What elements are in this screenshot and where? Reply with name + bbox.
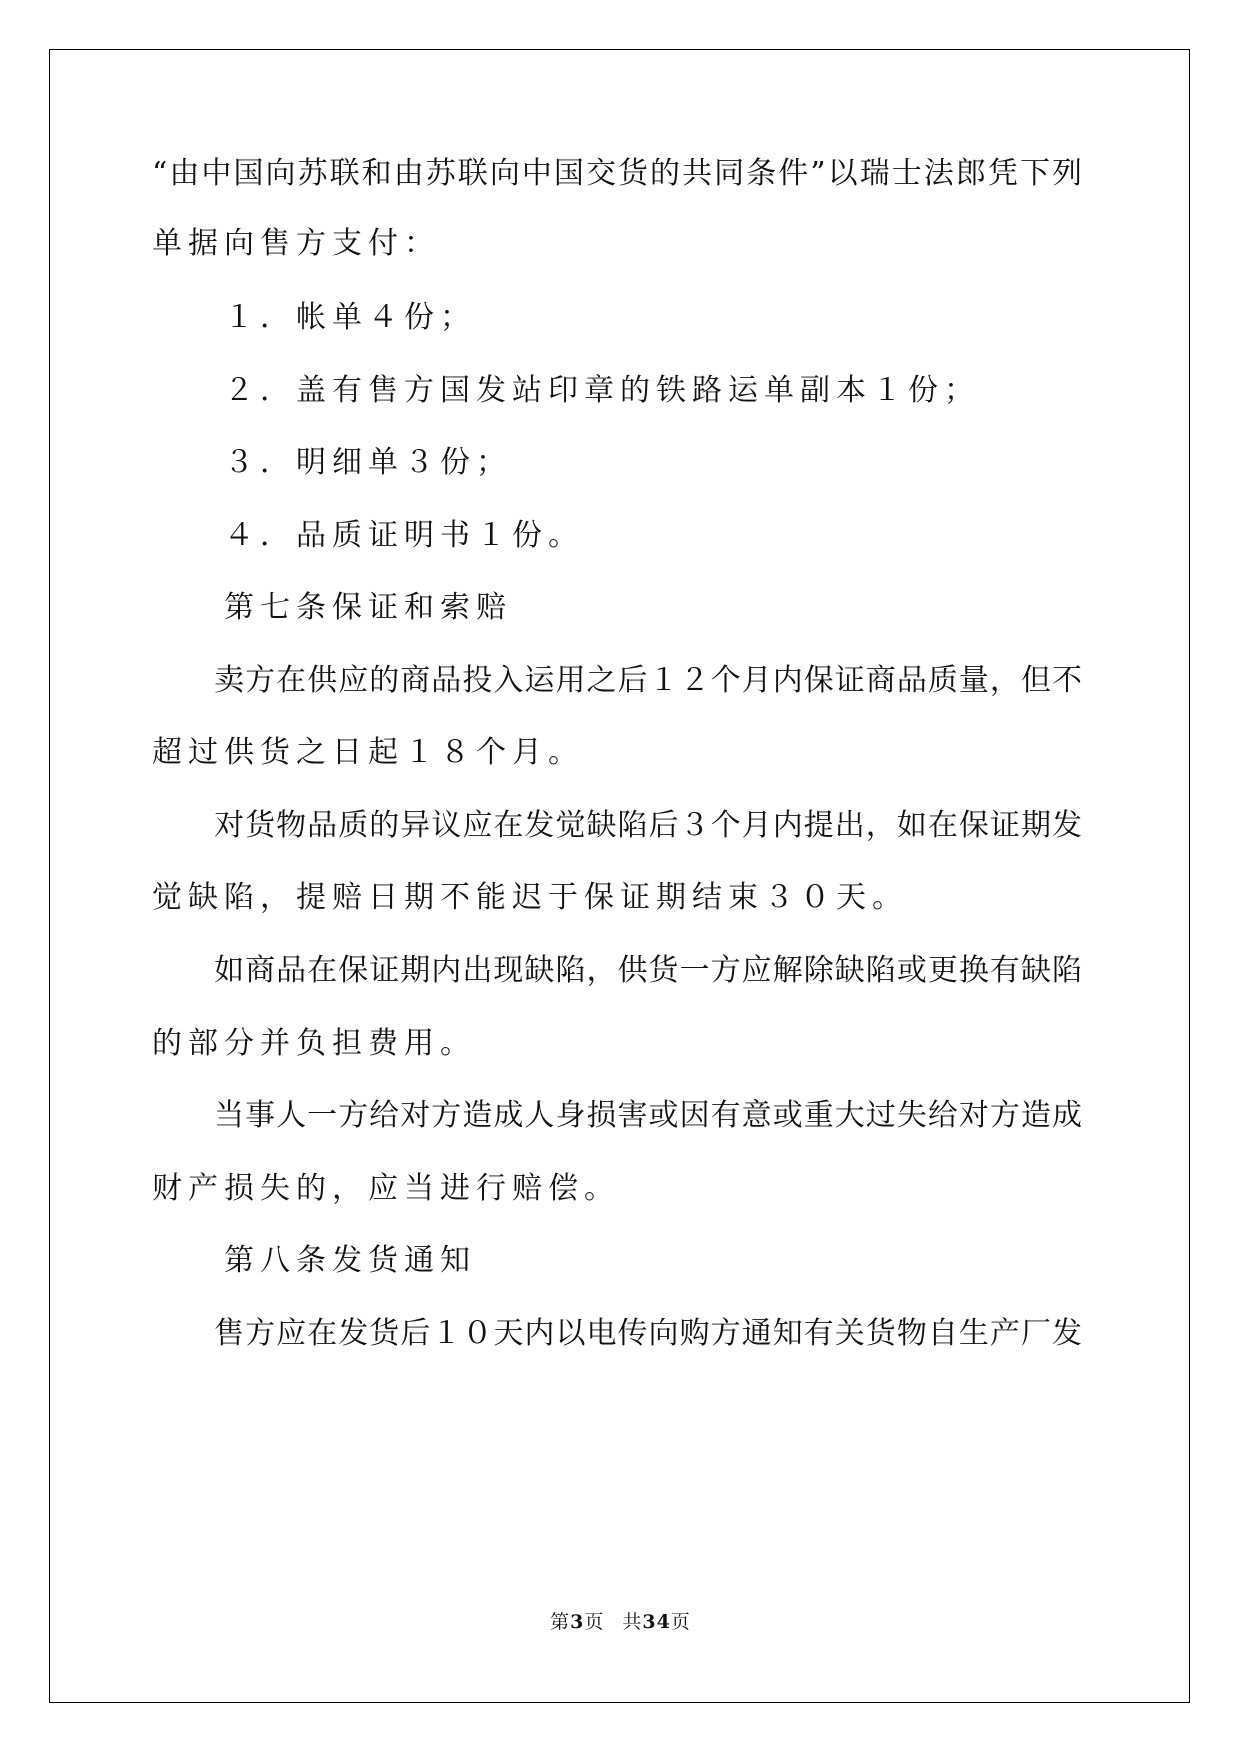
footer-page-unit: 页: [584, 1611, 605, 1633]
text-line: 单据向售方支付：: [152, 226, 440, 261]
text-line: 对货物品质的异议应在发觉缺陷后３个月内提出，如在保证期发: [152, 808, 1082, 843]
text-line: ３．明细单３份；: [152, 445, 512, 480]
section-heading: 第八条发货通知: [152, 1243, 476, 1278]
text-line: 的部分并负担费用。: [152, 1026, 476, 1061]
text-line: 财产损失的，应当进行赔偿。: [152, 1171, 620, 1206]
text-line: 超过供货之日起１８个月。: [152, 735, 584, 770]
footer-total-unit: 页: [670, 1611, 691, 1633]
total-pages-number: 34: [642, 1611, 671, 1633]
current-page-number: 3: [570, 1611, 585, 1633]
text-line: １．帐单４份；: [152, 300, 476, 335]
page-footer: [0, 1610, 1241, 1634]
text-line: 如商品在保证期内出现缺陷，供货一方应解除缺陷或更换有缺陷: [152, 953, 1082, 988]
text-line: 卖方在供应的商品投入运用之后１２个月内保证商品质量，但不: [152, 663, 1082, 698]
footer-total-prefix: 共: [622, 1611, 643, 1633]
text-line: “由中国向苏联和由苏联向中国交货的共同条件”以瑞士法郎凭下列: [152, 156, 1082, 191]
text-line: 当事人一方给对方造成人身损害或因有意或重大过失给对方造成: [152, 1098, 1082, 1133]
section-heading: 第七条保证和索赔: [152, 590, 512, 625]
footer-prefix: 第: [550, 1611, 571, 1633]
text-line: ４．品质证明书１份。: [152, 518, 584, 553]
text-line: 觉缺陷，提赔日期不能迟于保证期结束３０天。: [152, 880, 908, 915]
text-line: ２．盖有售方国发站印章的铁路运单副本１份；: [152, 373, 980, 408]
text-line: 售方应在发货后１０天内以电传向购方通知有关货物自生产厂发: [152, 1316, 1082, 1351]
